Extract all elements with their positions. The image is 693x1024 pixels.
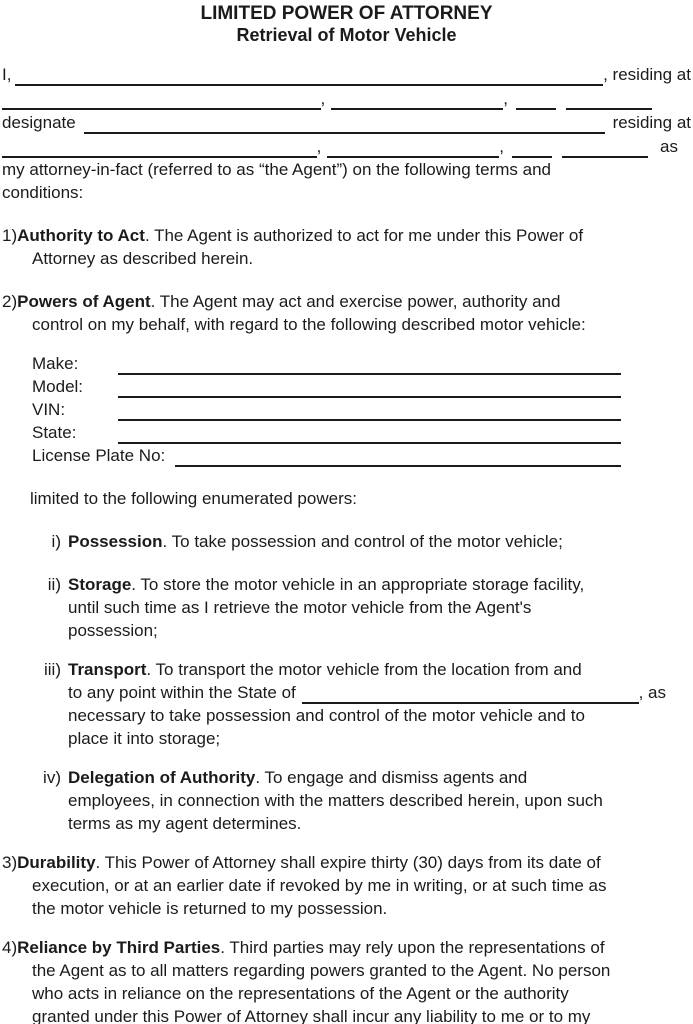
section-text: execution, or at an earlier date if revoked by me in writing, or at such time as [32, 876, 607, 895]
section-text: control on my behalf, with regard to the following described motor vehicle: [32, 315, 586, 334]
item-text: . To transport the motor vehicle from the location from and [146, 660, 582, 679]
as-suffix: as [660, 137, 678, 156]
power-item-storage [32, 573, 691, 642]
item-term: Storage [68, 575, 132, 594]
section-term: Authority to Act [17, 226, 145, 245]
principal-prefix: I, [2, 65, 12, 84]
item-marker: ii) [47, 575, 61, 594]
principal-city-blank[interactable] [331, 90, 503, 110]
item-text: place it into storage; [68, 729, 221, 748]
item-text: necessary to take possession and control of the motor vehicle and to [68, 706, 585, 725]
vehicle-plate-row [32, 444, 621, 467]
license-plate-blank[interactable] [175, 448, 621, 467]
item-text: . To store the motor vehicle in an appropriate storage facility, [131, 575, 585, 594]
item-marker: i) [51, 532, 61, 551]
section-number: 4) [2, 938, 18, 957]
item-text: terms as my agent determines. [68, 814, 302, 833]
agent-street-blank[interactable] [2, 138, 317, 158]
section-text: Attorney as described herein. [32, 249, 254, 268]
section-text: the motor vehicle is returned to my possession. [32, 899, 388, 918]
agent-name-blank[interactable] [84, 114, 605, 134]
vehicle-state-row [32, 421, 621, 444]
section-reliance [2, 936, 691, 1024]
power-item-transport [32, 658, 691, 750]
terms-line: conditions: [2, 183, 84, 202]
section-text: . The Agent is authorized to act for me under this Power of [144, 226, 584, 245]
section-text: the Agent as to all matters regarding powers granted to the Agent. No person [32, 961, 611, 980]
state-label: State: [32, 423, 77, 442]
power-item-delegation [32, 766, 691, 835]
transport-state-blank[interactable] [302, 684, 639, 704]
comma-separator: , [316, 137, 322, 156]
designate-label: designate [2, 113, 76, 132]
item-text: possession; [68, 621, 158, 640]
item-content [68, 766, 691, 835]
section-text: who acts in reliance on the representations of the Agent or the authority [32, 984, 569, 1003]
comma-separator: , [320, 89, 326, 108]
power-item-possession [32, 530, 691, 553]
section-text: . The Agent may act and exercise power, authority and [150, 292, 561, 311]
make-blank[interactable] [118, 356, 621, 375]
section-text: . This Power of Attorney shall expire thirty (30) days from its date of [95, 853, 601, 872]
state-blank[interactable] [118, 425, 621, 444]
item-term: Delegation of Authority [68, 768, 256, 787]
agent-address-row [2, 134, 678, 158]
agent-city-blank[interactable] [327, 138, 499, 158]
document-title: LIMITED POWER OF ATTORNEY [200, 3, 493, 24]
model-blank[interactable] [118, 379, 621, 398]
principal-address-row [2, 86, 652, 110]
item-marker: iv) [43, 768, 61, 787]
section-text: granted under this Power of Attorney shall incur any liability to me or to my [32, 1007, 591, 1024]
item-text: until such time as I retrieve the motor vehicle from the Agent's [68, 598, 532, 617]
vin-label: VIN: [32, 400, 66, 419]
principal-name-blank[interactable] [15, 66, 603, 86]
item-text: , as [638, 683, 666, 702]
section-number: 2) [2, 292, 18, 311]
item-term: Transport [68, 660, 147, 679]
item-content [68, 530, 691, 553]
item-text: . To take possession and control of the motor vehicle; [162, 532, 563, 551]
principal-street-blank[interactable] [2, 90, 321, 110]
item-text: . To engage and dismiss agents and [255, 768, 528, 787]
section-authority [2, 224, 691, 270]
vin-blank[interactable] [118, 402, 621, 421]
agent-state-blank[interactable] [512, 138, 552, 158]
transport-state-row [68, 681, 666, 704]
item-term: Possession [68, 532, 163, 551]
vehicle-model-row [32, 375, 621, 398]
section-powers [2, 290, 691, 336]
item-text: employees, in connection with the matters described herein, upon such [68, 791, 603, 810]
item-content [68, 573, 691, 642]
agent-designate-row [2, 110, 691, 134]
section-term: Powers of Agent [17, 292, 151, 311]
terms-line: my attorney-in-fact (referred to as “the Agent”) on the following terms and [2, 160, 551, 179]
comma-separator: , [503, 89, 508, 108]
item-content [68, 658, 691, 750]
vehicle-vin-row [32, 398, 621, 421]
agent-zip-blank[interactable] [562, 138, 648, 158]
license-plate-label: License Plate No: [32, 446, 166, 465]
limited-powers-line: limited to the following enumerated powers: [30, 489, 357, 508]
section-term: Reliance by Third Parties [17, 938, 221, 957]
comma-separator: , [499, 137, 505, 156]
make-label: Make: [32, 354, 79, 373]
principal-name-row [2, 62, 691, 86]
section-text: . Third parties may rely upon the representations of [220, 938, 605, 957]
item-text: to any point within the State of [68, 683, 296, 702]
section-number: 3) [2, 853, 18, 872]
designate-suffix: residing at [612, 113, 691, 132]
intro-block [2, 62, 691, 204]
model-label: Model: [32, 377, 84, 396]
principal-zip-blank[interactable] [566, 90, 652, 110]
section-number: 1) [2, 226, 18, 245]
document-subtitle: Retrieval of Motor Vehicle [236, 25, 457, 45]
vehicle-make-row [32, 352, 621, 375]
vehicle-details-block [32, 352, 621, 467]
item-marker: iii) [44, 660, 61, 679]
principal-suffix: , residing at [603, 65, 691, 84]
principal-state-blank[interactable] [516, 90, 556, 110]
section-term: Durability [17, 853, 96, 872]
section-durability [2, 851, 691, 920]
